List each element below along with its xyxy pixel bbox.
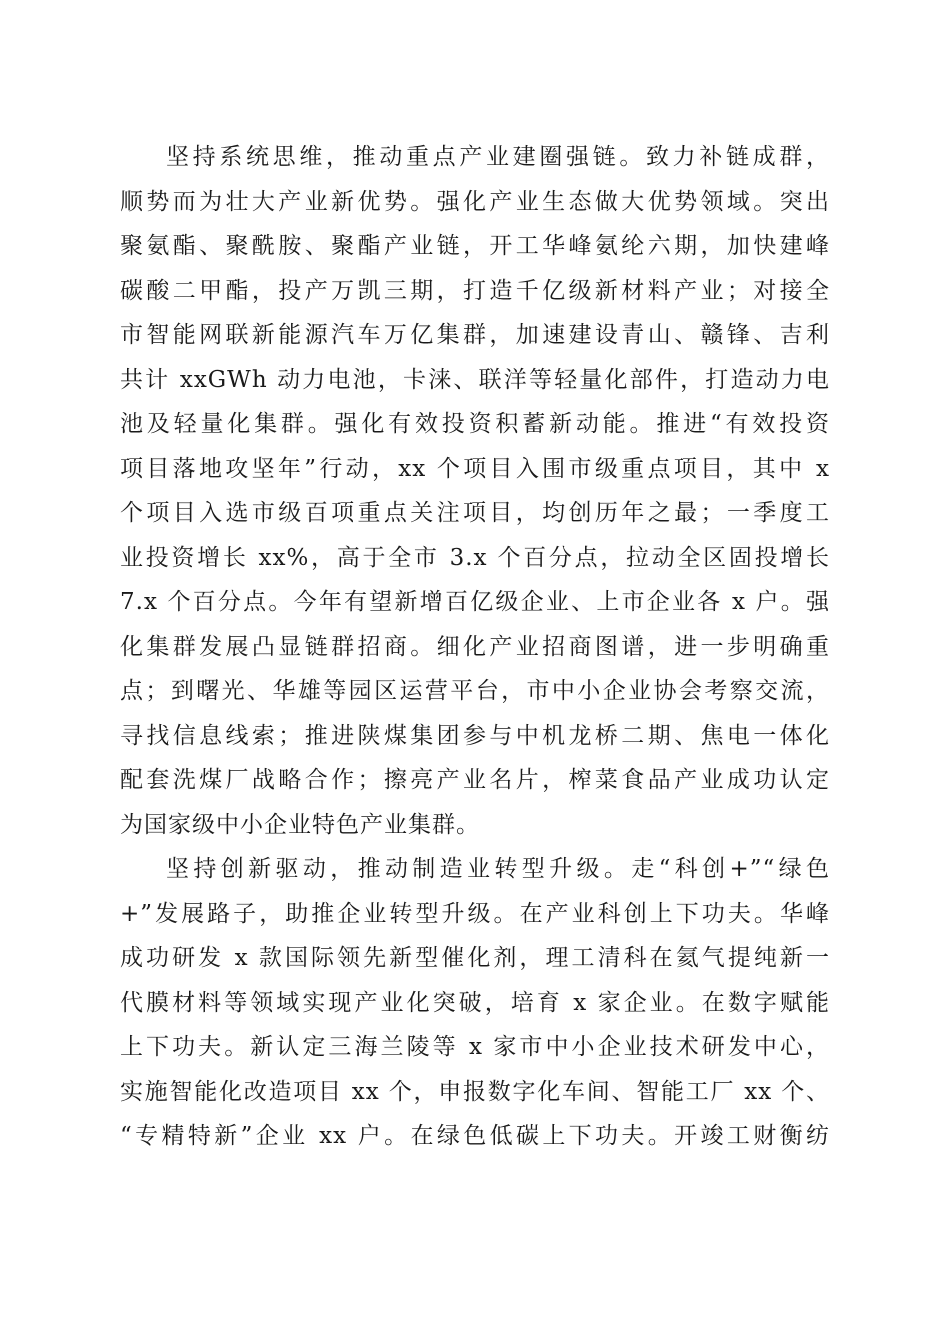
paragraph-line: +”发展路子，助推企业转型升级。在产业科创上下功夫。华峰 xyxy=(120,900,830,927)
paragraph-line: 顺势而为壮大产业新优势。强化产业生态做大优势领域。突出 xyxy=(120,188,830,215)
paragraph-line: 为国家级中小企业特色产业集群。 xyxy=(120,811,480,838)
paragraph-line: 点；到曙光、华雄等园区运营平台，市中小企业协会考察交流， xyxy=(120,678,830,704)
paragraph-industry-chain xyxy=(120,135,830,847)
paragraph-line: 7.x 个百分点。今年有望新增百亿级企业、上市企业各 x 户。强 xyxy=(120,589,830,615)
paragraph-line: 业投资增长 xx%，高于全市 3.x 个百分点，拉动全区固投增长 xyxy=(120,544,830,571)
paragraph-line: 寻找信息线索；推进陕煤集团参与中机龙桥二期、焦电一体化 xyxy=(120,722,830,749)
paragraph-line: 代膜材料等领域实现产业化突破，培育 x 家企业。在数字赋能 xyxy=(120,989,830,1016)
paragraph-line: “专精特新”企业 xx 户。在绿色低碳上下功夫。开竣工财衡纺 xyxy=(120,1123,830,1149)
paragraph-line: 共计 xxGWh 动力电池，卡涞、联洋等轻量化部件，打造动力电 xyxy=(120,366,830,393)
document-body xyxy=(120,135,830,1159)
paragraph-line: 项目落地攻坚年”行动，xx 个项目入围市级重点项目，其中 x xyxy=(120,455,830,482)
paragraph-line: 个项目入选市级百项重点关注项目，均创历年之最；一季度工 xyxy=(120,500,830,526)
paragraph-line: 坚持创新驱动，推动制造业转型升级。走“科创+”“绿色 xyxy=(166,856,830,882)
paragraph-line: 池及轻量化集群。强化有效投资积蓄新动能。推进“有效投资 xyxy=(120,411,830,437)
paragraph-line: 配套洗煤厂战略合作；擦亮产业名片，榨菜食品产业成功认定 xyxy=(120,767,830,793)
paragraph-innovation xyxy=(120,847,830,1159)
paragraph-line: 坚持系统思维，推动重点产业建圈强链。致力补链成群， xyxy=(166,144,830,170)
paragraph-line: 碳酸二甲酯，投产万凯三期，打造千亿级新材料产业；对接全 xyxy=(120,277,830,304)
paragraph-line: 聚氨酯、聚酰胺、聚酯产业链，开工华峰氨纶六期，加快建峰 xyxy=(120,233,830,259)
paragraph-line: 成功研发 x 款国际领先新型催化剂，理工清科在氦气提纯新一 xyxy=(120,945,830,971)
paragraph-line: 实施智能化改造项目 xx 个，申报数字化车间、智能工厂 xx 个、 xyxy=(120,1078,830,1105)
paragraph-line: 化集群发展凸显链群招商。细化产业招商图谱，进一步明确重 xyxy=(120,633,830,660)
paragraph-line: 上下功夫。新认定三海兰陵等 x 家市中小企业技术研发中心， xyxy=(120,1034,830,1060)
paragraph-line: 市智能网联新能源汽车万亿集群，加速建设青山、赣锋、吉利 xyxy=(120,322,830,348)
